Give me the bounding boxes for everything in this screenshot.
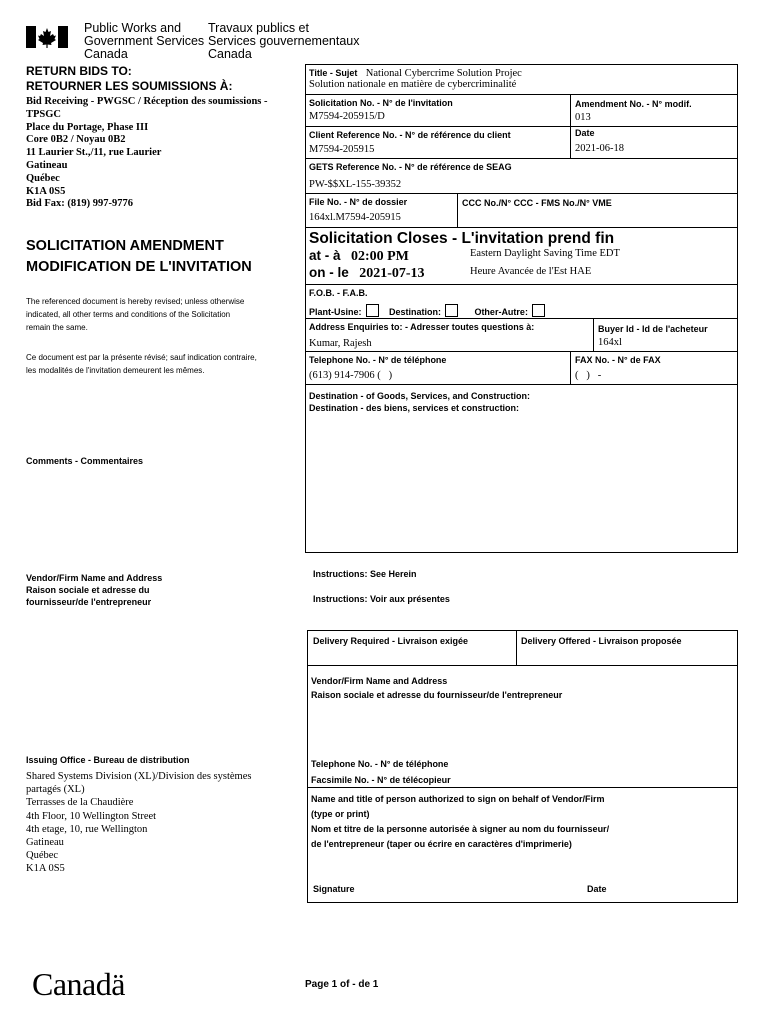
address-enquiries-value: Kumar, Rajesh (309, 338, 372, 349)
vendor-firm-line: fournisseur/de l'entrepreneur (26, 597, 152, 607)
ccc-no-label: CCC No./N° CCC - FMS No./N° VME (462, 198, 612, 208)
authorized-line: de l'entrepreneur (taper ou écrire en caractères d'imprimerie) (311, 839, 572, 849)
amendment-title (26, 236, 252, 278)
issuing-line: Québec (26, 850, 59, 862)
amendment-no-label: Amendment No. - N° modif. (575, 99, 692, 109)
dept-fr-line: Travaux publics et (208, 21, 309, 35)
return-bids-address (26, 96, 268, 211)
amendment-title-fr: MODIFICATION DE L'INVITATION (26, 259, 252, 275)
dept-fr-line: Canada (208, 47, 252, 61)
address-line: Bid Receiving - PWGSC / Réception des soumissions - (26, 96, 268, 107)
department-name-en (84, 22, 204, 61)
vendor-facsimile-label: Facsimile No. - N° de télécopieur (311, 775, 451, 785)
title-field (309, 66, 522, 80)
authorized-person-label (311, 792, 609, 852)
address-line: Place du Portage, Phase III (26, 121, 149, 133)
authorized-line: Nom et titre de la personne autorisée à signer au nom du fournisseur/ (311, 824, 610, 834)
destination-checkbox[interactable] (445, 304, 458, 317)
date-label: Date (575, 128, 595, 138)
dept-en-line: Canada (84, 47, 128, 61)
issuing-office-address (26, 770, 251, 876)
address-line: Bid Fax: (819) 997-9776 (26, 198, 134, 210)
instructions-en: Instructions: See Herein (313, 569, 417, 579)
at-label: at - à (309, 248, 341, 263)
title-label: Title - Sujet (309, 68, 358, 78)
issuing-line: partagés (XL) (26, 784, 85, 796)
vendor-firm-line: Raison sociale et adresse du (26, 585, 150, 595)
vendor-name-line: Vendor/Firm Name and Address (311, 676, 448, 686)
amendment-title-en: SOLICITATION AMENDMENT (26, 238, 224, 254)
date-value: 2021-06-18 (575, 143, 624, 154)
address-enquiries-label: Address Enquiries to: - Adresser toutes questions à: (309, 322, 535, 332)
fob-options (309, 302, 551, 320)
canada-flag-icon (26, 26, 68, 48)
address-line: Québec (26, 172, 60, 184)
solicitation-closes-title: Solicitation Closes - L'invitation prend fin (309, 230, 615, 247)
client-reference-value: M7594-205915 (309, 144, 375, 155)
issuing-office-label: Issuing Office - Bureau de distribution (26, 755, 190, 765)
department-name-fr (208, 22, 359, 61)
vendor-firm-label (26, 572, 162, 608)
fob-label: F.O.B. - F.A.B. (309, 288, 368, 298)
destination-label: Destination: (388, 307, 441, 317)
plant-usine-label: Plant-Usine: (309, 307, 362, 317)
gets-reference-label: GETS Reference No. - N° de référence de SEAG (309, 162, 512, 172)
address-line: K1A 0S5 (26, 185, 66, 197)
authorized-line: (type or print) (311, 809, 370, 819)
buyer-id-value: 164xl (598, 337, 622, 348)
delivery-offered-label: Delivery Offered - Livraison proposée (521, 636, 682, 646)
other-autre-label: Other-Autre: (474, 307, 528, 317)
at-value: 02:00 PM (350, 249, 409, 264)
timezone-en: Eastern Daylight Saving Time EDT (470, 248, 620, 259)
address-line: Core 0B2 / Noyau 0B2 (26, 134, 126, 146)
amendment-text-line: les modalités de l'invitation demeurent les mêmes. (26, 366, 205, 375)
fax-label: FAX No. - N° de FAX (575, 355, 661, 365)
gets-reference-value: PW-$$XL-155-39352 (309, 179, 402, 190)
fax-value: ( ) - (575, 370, 602, 381)
vendor-firm-line: Vendor/Firm Name and Address (26, 573, 163, 583)
amendment-text-line: indicated, all other terms and conditions of the Solicitation (26, 310, 231, 319)
on-value: 2021-07-13 (359, 266, 425, 281)
dept-en-line: Public Works and (84, 21, 182, 35)
authorized-line: Name and title of person authorized to sign on behalf of Vendor/Firm (311, 794, 605, 804)
amendment-text-line: Ce document est par la présente révisé; sauf indication contraire, (26, 353, 257, 362)
buyer-id-label: Buyer Id - Id de l'acheteur (598, 324, 708, 334)
vendor-name-line: Raison sociale et adresse du fournisseur/de l'entrepreneur (311, 690, 563, 700)
address-line: Gatineau (26, 159, 68, 171)
vendor-telephone-label: Telephone No. - N° de téléphone (311, 759, 449, 769)
file-no-label: File No. - N° de dossier (309, 197, 408, 207)
issuing-line: 4th Floor, 10 Wellington Street (26, 810, 157, 822)
dept-en-line: Government Services (84, 34, 205, 48)
plant-usine-checkbox[interactable] (366, 304, 379, 317)
issuing-line: Gatineau (26, 837, 64, 849)
instructions-fr: Instructions: Voir aux présentes (313, 594, 450, 604)
client-reference-label: Client Reference No. - N° de référence du client (309, 130, 511, 140)
issuing-line: 4th etage, 10, rue Wellington (26, 823, 148, 835)
return-bids-title-fr: RETOURNER LES SOUMISSIONS À: (26, 79, 233, 93)
return-bids-title (26, 64, 232, 94)
signature-label: Signature (313, 884, 355, 894)
issuing-line: Terrasses de la Chaudière (26, 797, 134, 809)
issuing-line: K1A 0S5 (26, 863, 65, 875)
on-label: on - le (309, 265, 349, 280)
address-line: TPSGC (26, 108, 62, 120)
dept-fr-line: Services gouvernementaux (208, 34, 360, 48)
file-no-value: 164xl.M7594-205915 (309, 212, 401, 223)
return-bids-title-en: RETURN BIDS TO: (26, 64, 132, 78)
closing-date (309, 264, 425, 282)
vendor-name-address-label (311, 674, 562, 702)
destination-goods-line: Destination - des biens, services et construction: (309, 403, 520, 413)
closing-time (309, 247, 409, 265)
issuing-line: Shared Systems Division (XL)/Division des systèmes (26, 771, 252, 782)
page-number: Page 1 of - de 1 (305, 979, 379, 990)
telephone-value: (613) 914-7906 ( ) (309, 370, 393, 381)
destination-goods-label (309, 390, 530, 414)
signature-date-label: Date (587, 884, 607, 894)
amendment-text-fr (26, 351, 257, 377)
telephone-label: Telephone No. - N° de téléphone (309, 355, 447, 365)
solicitation-value: M7594-205915/D (309, 111, 385, 122)
title-value-fr: Solution nationale en matière de cybercriminalité (309, 79, 517, 90)
solicitation-label: Solicitation No. - N° de l'invitation (309, 98, 453, 108)
delivery-required-label: Delivery Required - Livraison exigée (313, 636, 469, 646)
amendment-text-line: The referenced document is hereby revised; unless otherwise (26, 297, 245, 306)
title-value: National Cybercrime Solution Projec (365, 68, 522, 79)
amendment-no-value: 013 (575, 112, 591, 123)
comments-label: Comments - Commentaires (26, 456, 144, 466)
destination-goods-line: Destination - of Goods, Services, and Construction: (309, 391, 531, 401)
canada-wordmark: Canadä (32, 966, 125, 1002)
timezone-fr: Heure Avancée de l'Est HAE (470, 266, 592, 277)
amendment-text-line: remain the same. (26, 323, 88, 332)
other-autre-checkbox[interactable] (532, 304, 545, 317)
address-line: 11 Laurier St.,/11, rue Laurier (26, 147, 162, 159)
amendment-text-en (26, 295, 244, 334)
